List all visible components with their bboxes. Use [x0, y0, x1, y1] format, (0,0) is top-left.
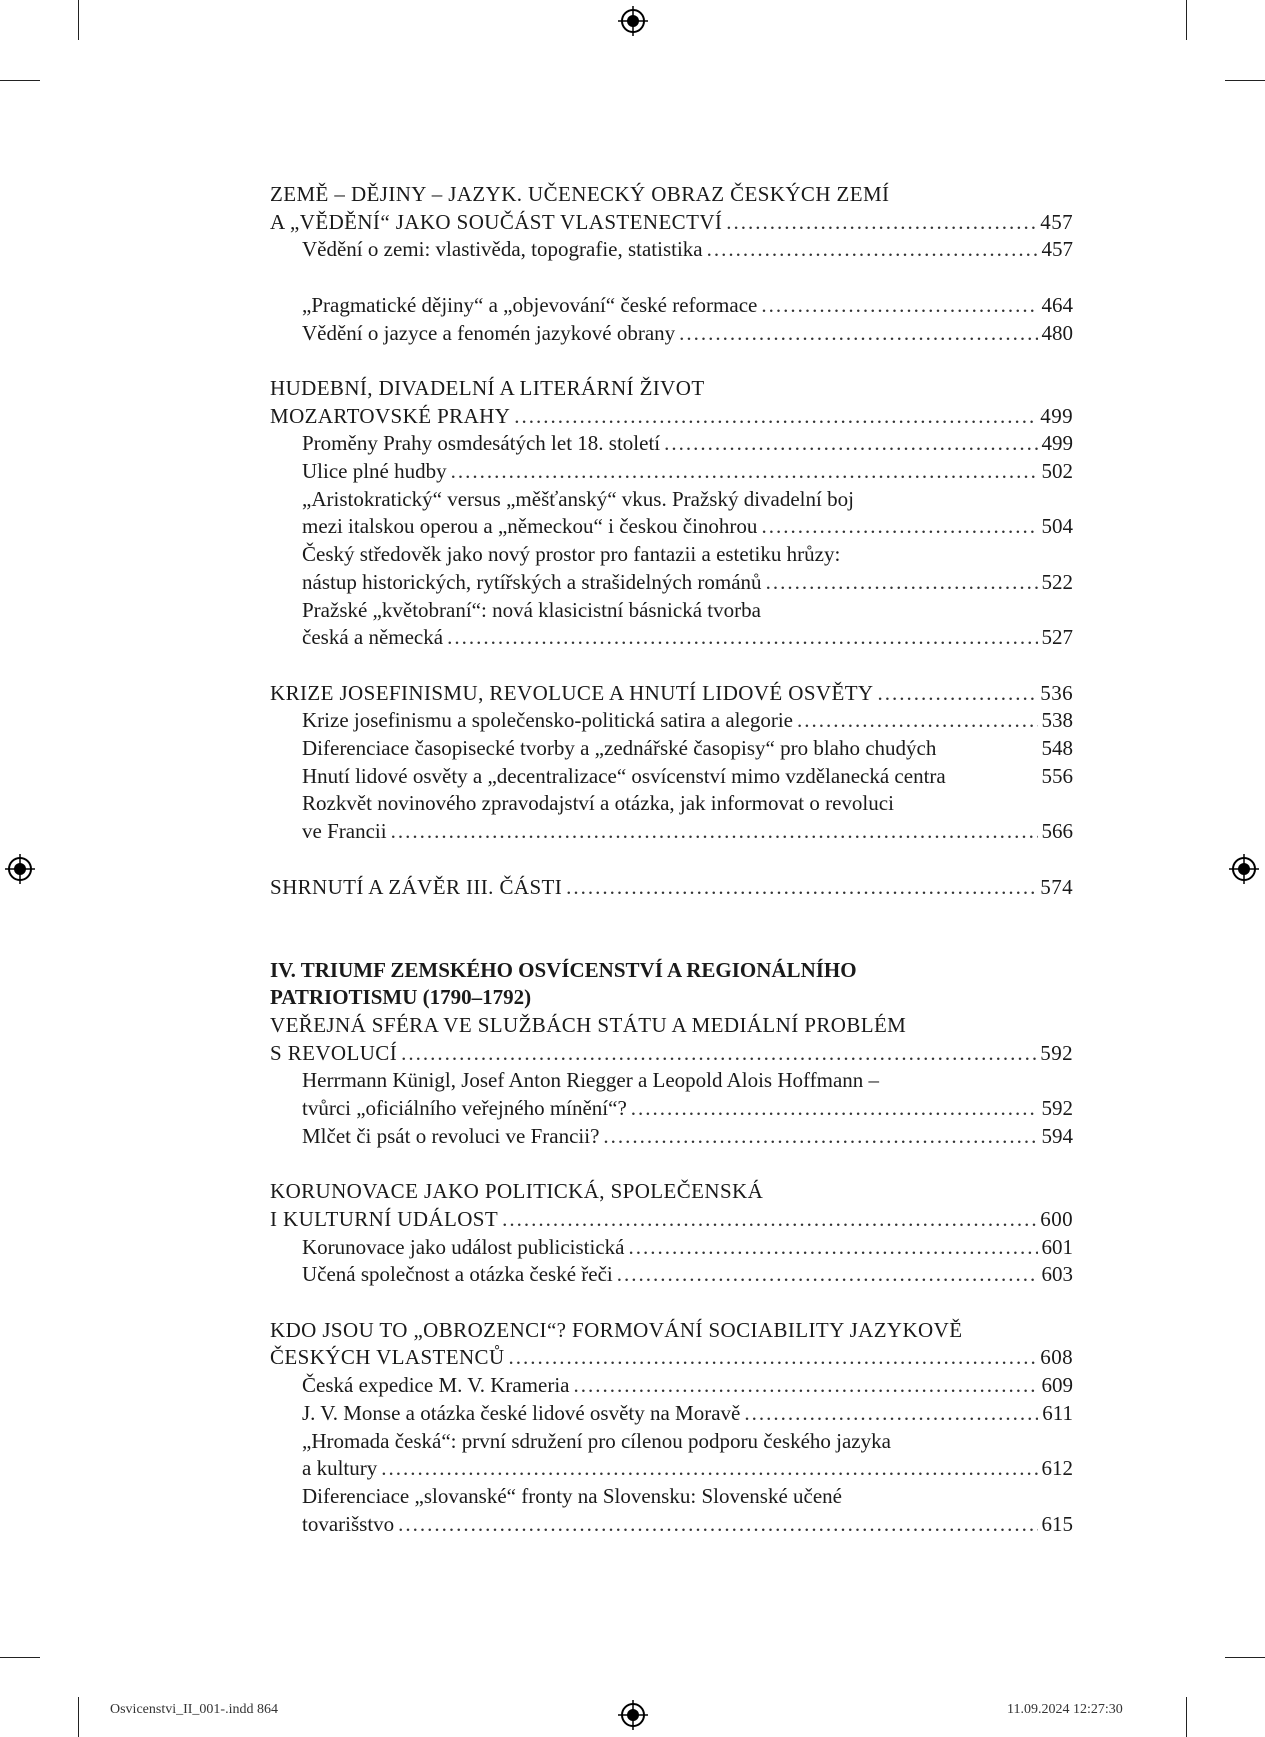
section-entry — [270, 1011, 1073, 1039]
dot-leader — [761, 291, 1037, 319]
entry-title: HUDEBNÍ, DIVADELNÍ A LITERÁRNÍ ŽIVOT — [270, 375, 705, 400]
subsection-entry — [302, 1122, 1073, 1150]
entry-title: Hnutí lidové osvěty a „decentralizace“ osvícenství mimo vzdělanecká centra — [302, 763, 946, 788]
page-number: 522 — [1041, 569, 1073, 594]
subsection-entry — [302, 1427, 1073, 1455]
dot-leader — [398, 1510, 1037, 1538]
dot-leader — [761, 512, 1037, 540]
registration-mark-icon — [5, 854, 35, 884]
page-number: 608 — [1040, 1345, 1073, 1370]
entry-title: SHRNUTÍ A ZÁVĚR III. ČÁSTI — [270, 874, 563, 899]
entry-title: Ulice plné hudby — [302, 459, 447, 483]
entry-title: a kultury — [302, 1456, 378, 1481]
crop-mark — [0, 1657, 40, 1658]
page-number: 538 — [1041, 708, 1073, 733]
subsection-entry — [302, 1260, 1073, 1288]
entry-title: KRIZE JOSEFINISMU, REVOLUCE A HNUTÍ LIDOVÉ OSVĚTY — [270, 680, 874, 705]
section-entry — [270, 1205, 1073, 1233]
page-number: 592 — [1041, 1096, 1073, 1121]
page-number: 548 — [1041, 736, 1073, 760]
crop-mark — [78, 1697, 79, 1737]
slug-date-info: 11.09.2024 12:27:30 — [1007, 1702, 1123, 1717]
entry-title: Diferenciace časopisecké tvorby a „zednářské časopisy“ pro blaho chudých — [302, 736, 937, 760]
registration-mark-icon — [1229, 854, 1259, 884]
entry-title: J. V. Monse a otázka české lidové osvěty na Moravě — [302, 1400, 741, 1425]
dot-leader — [514, 402, 1036, 430]
page-number: 600 — [1040, 1206, 1073, 1231]
entry-title: „Aristokratický“ versus „měšťanský“ vkus. Pražský divadelní boj — [302, 486, 854, 511]
entry-title: Diferenciace „slovanské“ fronty na Slovensku: Slovenské učené — [302, 1483, 842, 1508]
subsection-entry — [302, 291, 1073, 319]
entry-title: „Hromada česká“: první sdružení pro cílenou podporu českého jazyka — [302, 1428, 891, 1453]
entry-title: ČESKÝCH VLASTENCŮ — [270, 1345, 505, 1370]
section-entry — [270, 873, 1073, 901]
entry-title: Pražské „květobraní“: nová klasicistní básnická tvorba — [302, 597, 761, 622]
subsection-entry — [302, 1371, 1073, 1399]
entry-title: nástup historických, rytířských a strašidelných románů — [302, 569, 762, 594]
page-number: 499 — [1040, 403, 1073, 428]
entry-title: tovarišstvo — [302, 1511, 395, 1536]
entry-title: tvůrci „oficiálního veřejného mínění“? — [302, 1096, 627, 1121]
page-number: 574 — [1040, 874, 1073, 899]
subsection-entry — [302, 485, 1073, 513]
subsection-entry — [302, 319, 1073, 347]
crop-mark — [1186, 0, 1187, 40]
page-number: 527 — [1041, 625, 1073, 650]
subsection-entry — [302, 457, 1073, 485]
dot-leader — [744, 1399, 1038, 1427]
dot-leader — [381, 1454, 1037, 1482]
dot-leader — [664, 429, 1037, 457]
subsection-entry — [302, 1066, 1073, 1094]
entry-title: MOZARTOVSKÉ PRAHY — [270, 403, 511, 428]
dot-leader — [797, 706, 1038, 734]
entry-title: Česká expedice M. V. Krameria — [302, 1373, 570, 1398]
entry-title: česká a německá — [302, 625, 444, 650]
page-number: 566 — [1041, 819, 1073, 844]
section-entry — [270, 1343, 1073, 1371]
subsection-entry — [302, 512, 1073, 540]
page-number: 457 — [1041, 237, 1073, 262]
subsection-entry — [302, 734, 1073, 762]
entry-title: A „VĚDĚNÍ“ JAKO SOUČÁST VLASTENECTVÍ — [270, 209, 723, 234]
subsection-entry — [302, 1399, 1073, 1427]
section-entry — [270, 180, 1073, 208]
entry-title: ZEMĚ – DĚJINY – JAZYK. UČENECKÝ OBRAZ ČESKÝCH ZEMÍ — [270, 182, 890, 206]
subsection-entry — [302, 235, 1073, 263]
entry-title: Vědění o jazyce a fenomén jazykové obrany — [302, 320, 676, 345]
subsection-entry — [302, 1233, 1073, 1261]
subsection-entry — [302, 540, 1073, 568]
page-number: 504 — [1041, 514, 1073, 539]
entry-title: mezi italskou operou a „německou“ i českou činohrou — [302, 514, 758, 539]
slug-file-info: Osvicenstvi_II_001-.indd 864 — [110, 1702, 278, 1717]
subsection-entry — [302, 1454, 1073, 1482]
entry-title: Herrmann Künigl, Josef Anton Riegger a Leopold Alois Hoffmann – — [302, 1068, 880, 1093]
entry-title: Český středověk jako nový prostor pro fantazii a estetiku hrůzy: — [302, 542, 841, 567]
entry-title: VEŘEJNÁ SFÉRA VE SLUŽBÁCH STÁTU A MEDIÁLNÍ PROBLÉM — [270, 1013, 907, 1037]
entry-title: Vědění o zemi: vlastivěda, topografie, statistika — [302, 237, 703, 262]
subsection-entry — [302, 1094, 1073, 1122]
section-entry — [270, 402, 1073, 430]
dot-leader — [566, 873, 1036, 901]
subsection-entry — [302, 429, 1073, 457]
entry-title: „Pragmatické dějiny“ a „objevování“ české reformace — [302, 292, 758, 317]
crop-mark — [1225, 1657, 1265, 1658]
dot-leader — [509, 1343, 1037, 1371]
entry-title: Mlčet či psát o revoluci ve Francii? — [302, 1123, 600, 1148]
entry-title: Krize josefinismu a společensko-politická satira a alegorie — [302, 708, 793, 733]
subsection-entry — [302, 706, 1073, 734]
page-number: 615 — [1041, 1511, 1073, 1536]
entry-title: Proměny Prahy osmdesátých let 18. století — [302, 431, 661, 456]
dot-leader — [502, 1205, 1036, 1233]
subsection-entry — [302, 596, 1073, 624]
dot-leader — [629, 1233, 1038, 1261]
page-number: 499 — [1041, 431, 1073, 456]
crop-mark — [78, 0, 79, 40]
page-number: 594 — [1041, 1123, 1073, 1148]
entry-title: PATRIOTISMU (1790–1792) — [270, 985, 532, 1010]
entry-title: IV. TRIUMF ZEMSKÉHO OSVÍCENSTVÍ A REGIONÁLNÍHO — [270, 957, 857, 982]
entry-title: KORUNOVACE JAKO POLITICKÁ, SPOLEČENSKÁ — [270, 1179, 764, 1204]
crop-mark — [0, 80, 40, 81]
registration-mark-icon — [618, 1700, 648, 1730]
dot-leader — [391, 817, 1038, 845]
entry-title: Korunovace jako událost publicistická — [302, 1234, 625, 1259]
subsection-entry — [302, 623, 1073, 651]
dot-leader — [401, 1039, 1036, 1067]
page-number: 601 — [1041, 1234, 1073, 1259]
subsection-entry — [302, 568, 1073, 596]
dot-leader — [679, 319, 1037, 347]
section-entry — [270, 374, 1073, 402]
subsection-entry — [302, 817, 1073, 845]
entry-title: KDO JSOU TO „OBROZENCI“? FORMOVÁNÍ SOCIABILITY JAZYKOVĚ — [270, 1317, 963, 1342]
dot-leader — [766, 568, 1038, 596]
crop-mark — [1186, 1697, 1187, 1737]
section-entry — [270, 208, 1073, 236]
page-number: 464 — [1041, 292, 1073, 317]
entry-title: I KULTURNÍ UDÁLOST — [270, 1206, 499, 1231]
section-entry — [270, 679, 1073, 707]
entry-title: ve Francii — [302, 819, 387, 844]
subsection-entry — [302, 1510, 1073, 1538]
page-number: 457 — [1040, 209, 1073, 234]
page-number: 609 — [1041, 1373, 1073, 1398]
entry-title: S REVOLUCÍ — [270, 1040, 398, 1065]
part-heading — [270, 983, 1073, 1011]
page-number: 612 — [1041, 1456, 1073, 1481]
entry-title: Rozkvět novinového zpravodajství a otázka, jak informovat o revoluci — [302, 791, 894, 816]
page-number: 556 — [1041, 763, 1073, 788]
page-number: 536 — [1040, 680, 1073, 705]
subsection-entry — [302, 762, 1073, 790]
dot-leader — [573, 1371, 1037, 1399]
dot-leader — [707, 235, 1038, 263]
dot-leader — [451, 457, 1038, 485]
page-number: 592 — [1040, 1040, 1073, 1065]
crop-mark — [1225, 80, 1265, 81]
registration-mark-icon — [618, 6, 648, 36]
dot-leader — [631, 1094, 1038, 1122]
dot-leader — [447, 623, 1037, 651]
subsection-entry — [302, 789, 1073, 817]
dot-leader — [617, 1260, 1038, 1288]
dot-leader — [878, 679, 1037, 707]
part-heading — [270, 956, 1073, 984]
dot-leader — [726, 208, 1036, 236]
section-entry — [270, 1316, 1073, 1344]
section-entry — [270, 1039, 1073, 1067]
section-entry — [270, 1177, 1073, 1205]
page-number: 611 — [1042, 1400, 1073, 1425]
entry-title: Učená společnost a otázka české řeči — [302, 1262, 613, 1287]
page-number: 603 — [1041, 1262, 1073, 1287]
dot-leader — [603, 1122, 1037, 1150]
subsection-entry — [302, 1482, 1073, 1510]
page-number: 502 — [1041, 459, 1073, 483]
page-number: 480 — [1041, 320, 1073, 345]
